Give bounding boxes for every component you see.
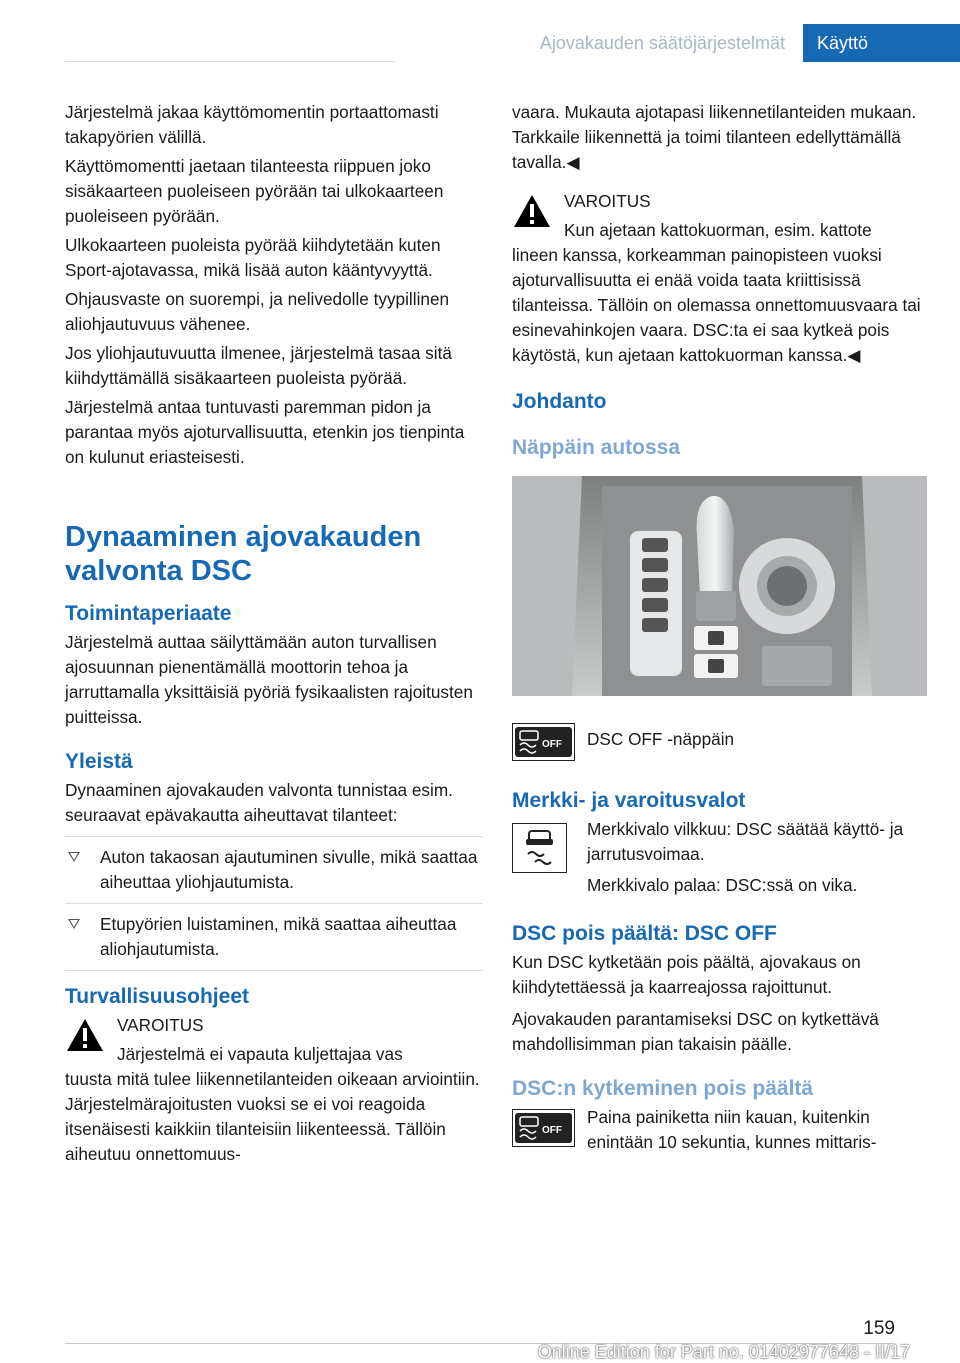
list-item-text: Auton takaosan ajautuminen sivulle, mikä saattaa aiheuttaa yliohjautumista. — [100, 847, 478, 892]
dsc-off-icon-label: OFF — [542, 739, 562, 750]
paragraph: Järjestelmä antaa tuntuvasti paremman pidon ja parantaa myös ajoturvallisuutta, etenkin jos tienpinta on kulunut eriasteisesti. — [65, 397, 465, 467]
warning-text: tuusta mitä tulee liikennetilanteiden oikeaan arviointiin. Järjestelmärajoitusten vuoksi se ei voi reagoida itsenäisesti kaikkiin tilanteisiin liikenteessä. Tällöin aiheutuu onnettomuus- — [65, 1069, 480, 1164]
header-chapter-tab: Käyttö — [803, 24, 960, 62]
bullet-list — [65, 836, 483, 971]
heading-button-in-car: Näppäin autossa — [512, 436, 681, 459]
page-number: 159 — [863, 1318, 895, 1339]
dsc-off-button-icon — [512, 1109, 575, 1147]
list-item-text: Etupyörien luistaminen, mikä saattaa aiheuttaa aliohjautumista. — [100, 914, 457, 959]
paragraph: Järjestelmä auttaa säilyttämään auton turvallisen ajosuunnan pienentämällä moottorin tehoa ja jarruttamalla yksittäisiä pyöriä fysikaalisten rajoitusten puitteissa. — [65, 632, 473, 727]
heading-principle: Toimintaperiaate — [65, 602, 232, 625]
warning-triangle-icon — [65, 1017, 105, 1053]
heading-general: Yleistä — [65, 750, 133, 773]
paragraph: vaara. Mukauta ajotapasi liikennetilanteiden mukaan. Tarkkaile liikennettä ja toimi tilanteen edellyttämällä tavalla.◀ — [512, 102, 917, 172]
lamp-text: Merkkivalo palaa: DSC:ssä on vika. — [587, 875, 858, 895]
heading-dsc-off: DSC pois päältä: DSC OFF — [512, 922, 777, 945]
paragraph: Ajovakauden parantamiseksi DSC on kytkettävä mahdollisimman pian takaisin päälle. — [512, 1009, 879, 1054]
list-item — [65, 837, 483, 904]
lamp-text: Merkkivalo vilkkuu: DSC säätää käyttö- ja jarrutusvoimaa. — [587, 819, 904, 864]
warning-block — [65, 1013, 483, 1167]
page-header — [65, 24, 960, 62]
paragraph: Dynaaminen ajovakauden valvonta tunnistaa esim. seuraavat epävakautta aiheuttavat tilanteet: — [65, 780, 453, 825]
dsc-off-icon-label: OFF — [542, 1125, 562, 1136]
warning-text: Järjestelmä ei vapauta kuljettajaa vas — [117, 1044, 403, 1064]
warning-text: Kun ajetaan kattokuorman, esim. kattote — [564, 220, 872, 240]
warning-title: VAROITUS — [117, 1015, 204, 1035]
dsc-indicator-lamp-icon — [512, 823, 567, 873]
dsc-off-button-row — [512, 719, 930, 759]
warning-triangle-icon — [512, 193, 552, 229]
paragraph: Käyttömomentti jaetaan tilanteesta riippuen joko sisäkaarteen puoleiseen pyörään tai ulkokaarteen puoleiseen pyörään. — [65, 156, 444, 226]
edition-note: Online Edition for Part no. 01402977648 - II/17 — [537, 1342, 910, 1362]
paragraph: Ohjausvaste on suorempi, ja nelivedolle tyypillinen aliohjautuvuus vähenee. — [65, 289, 450, 334]
warning-block — [512, 189, 930, 368]
list-item — [65, 904, 483, 971]
paragraph: Järjestelmä jakaa käyttömomentin portaattomasti takapyörien välillä. — [65, 102, 439, 147]
warning-title: VAROITUS — [564, 191, 651, 211]
heading-lamps: Merkki- ja varoitusvalot — [512, 789, 746, 812]
paragraph: Ulkokaarteen puoleista pyörää kiihdytetään kuten Sport-ajotavassa, mikä lisää auton kääntyvyyttä. — [65, 235, 441, 280]
paragraph: Kun DSC kytketään pois päältä, ajovakaus on kiihdytettäessä ja kaarreajossa rajoittunut. — [512, 952, 861, 997]
heading-intro: Johdanto — [512, 390, 607, 413]
lamp-row — [512, 817, 930, 898]
dsc-off-label: DSC OFF -näppäin — [587, 729, 735, 749]
triangle-bullet-icon — [68, 852, 80, 862]
paragraph: Paina painiketta niin kauan, kuitenkin enintään 10 sekuntia, kunnes mittaris- — [587, 1107, 877, 1152]
heading-switching-off: DSC:n kytkeminen pois päältä — [512, 1077, 814, 1100]
triangle-bullet-icon — [68, 919, 80, 929]
switch-off-row — [512, 1105, 930, 1155]
header-section-title: Ajovakauden säätöjärjestelmät — [395, 24, 803, 62]
left-column — [65, 100, 483, 1171]
right-column — [512, 100, 930, 1159]
center-console-photo — [512, 476, 927, 696]
dsc-off-button-icon — [512, 723, 575, 761]
paragraph: Jos yliohjautuvuutta ilmenee, järjestelmä tasaa sitä kiihdyttämällä sisäkaarteen puoleista pyörää. — [65, 343, 452, 388]
warning-text: lineen kanssa, korkeamman painopisteen vuoksi ajoturvallisuutta ei enää voida taata kriittisissä tilanteissa. Tällöin on olemassa onnettomuusvaara tai esinevahinkojen vaara. DSC:ta ei saa kytkeä pois käytöstä, kun ajetaan kattokuorman kanssa.◀ — [512, 245, 921, 365]
heading-safety: Turvallisuusohjeet — [65, 985, 249, 1008]
section-heading-dsc: Dynaaminen ajovakauden valvonta DSC — [65, 521, 422, 587]
